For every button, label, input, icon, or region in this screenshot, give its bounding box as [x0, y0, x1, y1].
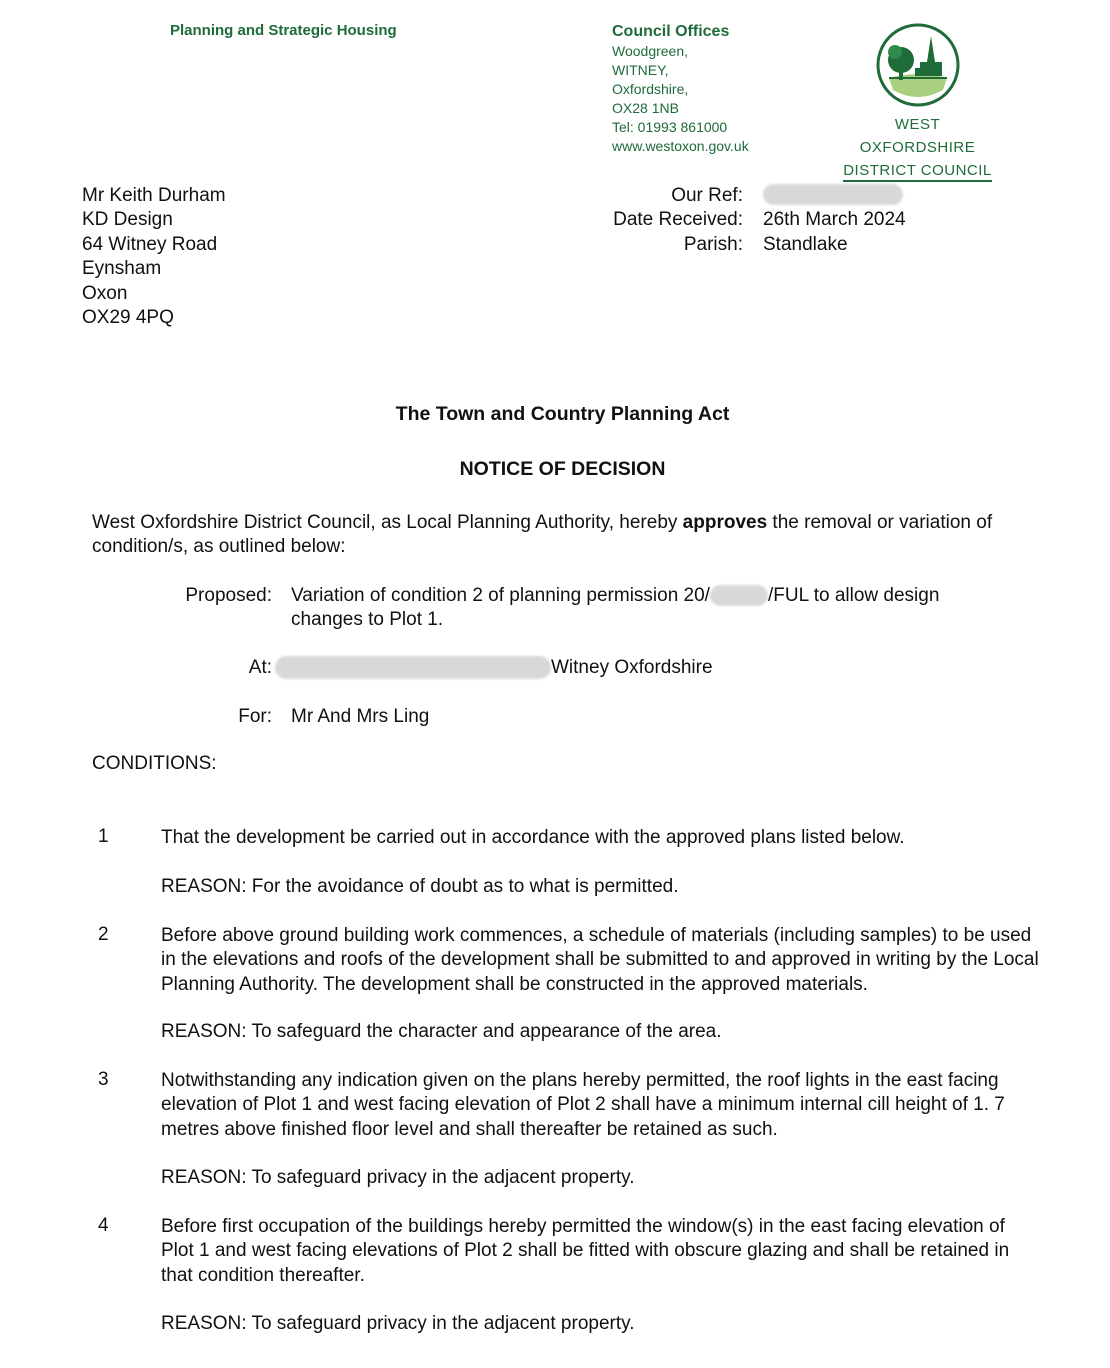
- condition-reason: REASON: To safeguard privacy in the adjacent property.: [161, 1313, 635, 1334]
- office-line: Woodgreen,: [612, 43, 689, 59]
- intro-text: West Oxfordshire District Council, as Local Planning Authority, hereby: [92, 512, 683, 533]
- our-ref-row: [560, 184, 906, 208]
- recipient-line: Mr Keith Durham: [82, 185, 226, 206]
- office-title: Council Offices: [612, 23, 730, 40]
- recipient-line: KD Design: [82, 209, 173, 231]
- condition-text: Before above ground building work commences, a schedule of materials (including samples) to be used in the elevations and roofs of the development shall be submitted to and approved in writing by the Local Planning Authority. The development shall be constructed in the approved materials.: [161, 925, 1039, 995]
- council-logo: [840, 22, 995, 182]
- condition-number: 3: [98, 1069, 109, 1090]
- act-title: The Town and Country Planning Act: [395, 403, 730, 425]
- condition-number: 4: [98, 1215, 109, 1236]
- condition-reason: REASON: To safeguard privacy in the adjacent property.: [161, 1167, 635, 1188]
- condition-number: 1: [98, 826, 109, 847]
- parish-label: Parish:: [683, 233, 743, 255]
- department-name: Planning and Strategic Housing: [170, 22, 397, 39]
- council-emblem-icon: [875, 22, 961, 108]
- site-address-redacted: [275, 656, 551, 679]
- recipient-line: Eynsham: [82, 258, 162, 280]
- condition-text: Notwithstanding any indication given on the plans hereby permitted, the roof lights in the east facing elevation of Plot 1 and west facing elevation of Plot 2 shall have a minimum internal cill height of 1. 7 metres above finished floor level and shall thereafter be retained as such.: [161, 1070, 1005, 1140]
- office-line: Oxfordshire,: [612, 81, 689, 97]
- recipient-line: 64 Witney Road: [82, 233, 218, 255]
- recipient-line: Oxon: [82, 282, 128, 304]
- logo-text-line1: WEST OXFORDSHIRE: [859, 116, 976, 156]
- intro-text-end: the removal or variation of condition/s, as outlined below:: [92, 512, 993, 558]
- office-line: WITNEY,: [612, 62, 669, 78]
- condition-reason: REASON: To safeguard the character and appearance of the area.: [161, 1021, 722, 1042]
- condition-text: Before first occupation of the buildings hereby permitted the window(s) in the east facing elevation of Plot 1 and west facing elevations of Plot 2 shall be fitted with obscure glazing and shall be retained in that condition thereafter.: [161, 1216, 1010, 1286]
- recipient-address: [82, 184, 226, 330]
- at-value: [275, 656, 975, 680]
- reference-block: [560, 184, 906, 257]
- council-office-address: [612, 22, 749, 156]
- our-ref-label: Our Ref:: [671, 185, 743, 206]
- logo-text-line2: [840, 159, 995, 182]
- proposed-text: Variation of condition 2 of planning permission 20/: [291, 585, 710, 606]
- our-ref-redacted: [763, 184, 903, 205]
- proposed-text-line2: changes to Plot 1.: [291, 609, 444, 631]
- date-received-value: 26th March 2024: [763, 209, 906, 231]
- condition-text: That the development be carried out in accordance with the approved plans listed below.: [161, 827, 905, 848]
- decision-word: approves: [682, 512, 768, 533]
- proposed-value: [291, 584, 1011, 633]
- notice-title: NOTICE OF DECISION: [459, 458, 666, 480]
- for-value: Mr And Mrs Ling: [291, 706, 430, 727]
- decision-intro: [92, 511, 1052, 560]
- condition-reason: REASON: For the avoidance of doubt as to what is permitted.: [161, 876, 679, 897]
- office-line: OX28 1NB: [612, 100, 679, 116]
- date-received-label: Date Received:: [613, 209, 743, 231]
- proposed-redacted: [710, 585, 768, 606]
- at-text: Witney Oxfordshire: [551, 657, 713, 678]
- condition-number: 2: [98, 924, 109, 945]
- office-phone: Tel: 01993 861000: [612, 119, 728, 135]
- recipient-line: OX29 4PQ: [82, 307, 174, 329]
- for-label: For:: [238, 706, 272, 727]
- logo-text-line2-label: DISTRICT COUNCIL: [843, 162, 992, 182]
- proposed-label: Proposed:: [185, 585, 272, 606]
- at-label: At:: [248, 657, 272, 678]
- date-received-row: [560, 208, 906, 232]
- parish-row: [560, 233, 906, 257]
- parish-value: Standlake: [763, 233, 848, 255]
- proposed-text-end: /FUL to allow design: [767, 585, 940, 606]
- office-website: www.westoxon.gov.uk: [612, 138, 749, 154]
- conditions-heading: CONDITIONS:: [92, 753, 217, 774]
